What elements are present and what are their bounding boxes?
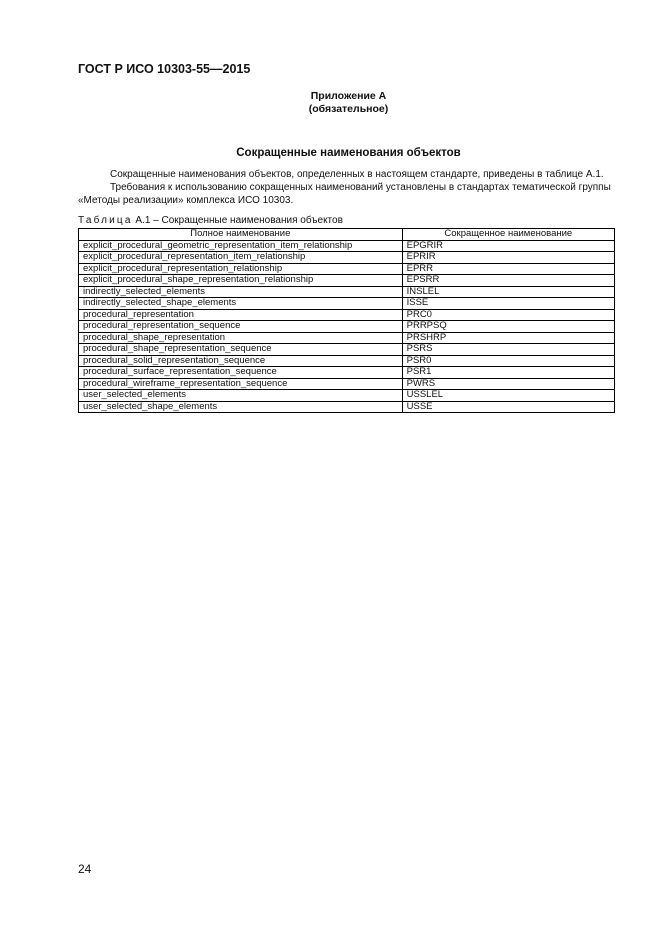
table-row	[79, 321, 615, 333]
standard-header: ГОСТ Р ИСО 10303-55—2015	[78, 62, 251, 76]
short-name-cell: USSE	[402, 401, 614, 413]
short-name-cell: PSRS	[402, 344, 614, 356]
table-caption-label: Таблица	[78, 215, 133, 226]
table-row	[79, 275, 615, 287]
table-row	[79, 344, 615, 356]
appendix-heading	[0, 90, 661, 115]
full-name-cell: procedural_shape_representation	[79, 332, 403, 344]
full-name-cell: procedural_solid_representation_sequence	[79, 355, 403, 367]
table-caption-text: А.1 – Сокращенные наименования объектов	[132, 215, 343, 226]
table-row	[79, 390, 615, 402]
table-row	[79, 252, 615, 264]
paragraph-2: Требования к использованию сокращенных наименований установлены в стандартах тематической группы «Методы реализации» комплекса ИСО 10303.	[78, 182, 611, 206]
full-name-cell: procedural_wireframe_representation_sequence	[79, 378, 403, 390]
full-name-cell: user_selected_elements	[79, 390, 403, 402]
full-name-cell: user_selected_shape_elements	[79, 401, 403, 413]
short-name-cell: PSR0	[402, 355, 614, 367]
short-name-cell: PWRS	[402, 378, 614, 390]
short-name-cell: EPGRIR	[402, 240, 614, 252]
short-name-cell: EPSRR	[402, 275, 614, 287]
column-header-full-name: Полное наименование	[79, 229, 403, 241]
page-number: 24	[78, 862, 92, 876]
column-header-short-name: Сокращенное наименование	[402, 229, 614, 241]
table-row	[79, 332, 615, 344]
short-name-cell: USSLEL	[402, 390, 614, 402]
full-name-cell: procedural_shape_representation_sequence	[79, 344, 403, 356]
table-row	[79, 355, 615, 367]
abbreviations-table	[78, 228, 615, 413]
short-name-cell: PRC0	[402, 309, 614, 321]
full-name-cell: procedural_surface_representation_sequence	[79, 367, 403, 379]
section-title: Сокращенные наименования объектов	[236, 147, 461, 159]
full-name-cell: explicit_procedural_representation_item_relationship	[79, 252, 403, 264]
table-row	[79, 367, 615, 379]
full-name-cell: explicit_procedural_representation_relationship	[79, 263, 403, 275]
table-row	[79, 401, 615, 413]
short-name-cell: EPRIR	[402, 252, 614, 264]
full-name-cell: indirectly_selected_shape_elements	[79, 298, 403, 310]
table-row	[79, 286, 615, 298]
appendix-status: (обязательное)	[308, 102, 389, 115]
full-name-cell: procedural_representation	[79, 309, 403, 321]
table-header-row	[79, 229, 615, 241]
table-row	[79, 309, 615, 321]
full-name-cell: explicit_procedural_shape_representation_relationship	[79, 275, 403, 287]
short-name-cell: PRSHRP	[402, 332, 614, 344]
full-name-cell: explicit_procedural_geometric_representation_item_relationship	[79, 240, 403, 252]
short-name-cell: PSR1	[402, 367, 614, 379]
short-name-cell: PRRPSQ	[402, 321, 614, 333]
full-name-cell: indirectly_selected_elements	[79, 286, 403, 298]
full-name-cell: procedural_representation_sequence	[79, 321, 403, 333]
short-name-cell: INSLEL	[402, 286, 614, 298]
table-row	[79, 378, 615, 390]
appendix-title: Приложение А	[310, 90, 387, 102]
short-name-cell: EPRR	[402, 263, 614, 275]
table-row	[79, 298, 615, 310]
table-row	[79, 263, 615, 275]
table-row	[79, 240, 615, 252]
paragraph-1: Сокращенные наименования объектов, определенных в настоящем стандарте, приведены в таблице А.1.	[110, 169, 604, 180]
short-name-cell: ISSE	[402, 298, 614, 310]
table-caption	[78, 215, 343, 226]
